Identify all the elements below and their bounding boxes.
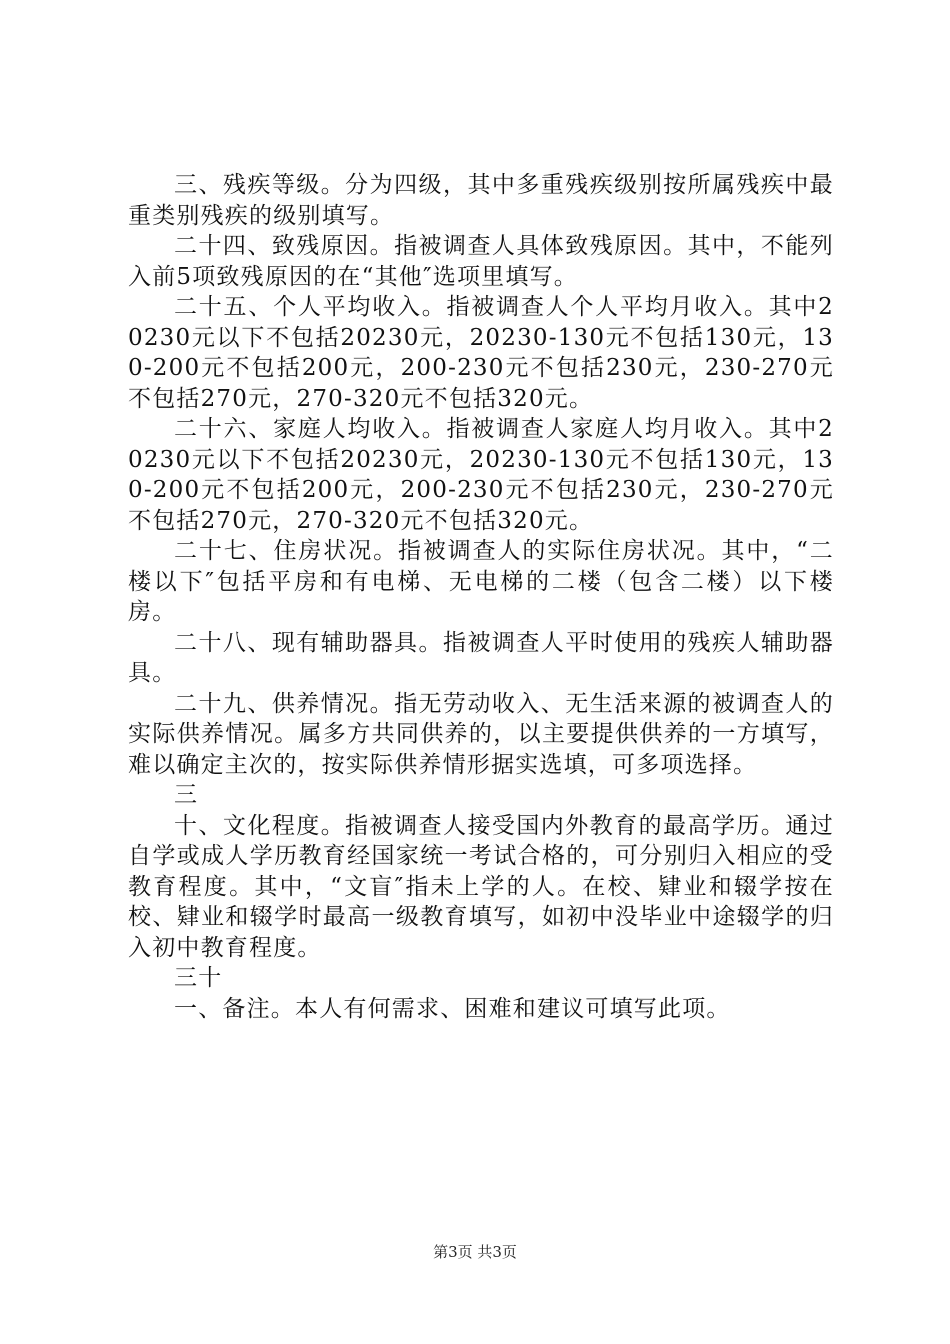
- paragraph-remarks: 一、备注。本人有何需求、困难和建议可填写此项。: [174, 995, 731, 1022]
- paragraph-support: 二十九、供养情况。指无劳动收入、无生活来源的被调查人的实际供养情况。属多方共同供养的，以主要提供供养的一方填写，难以确定主次的，按实际供养情形据实选填，可多项选择。: [128, 690, 834, 778]
- paragraph-number-fragment-2: 三十: [174, 965, 223, 991]
- paragraph-housing: 二十七、住房状况。指被调查人的实际住房状况。其中，“二楼以下″包括平房和有电梯、无电梯的二楼（包含二楼）以下楼房。: [128, 538, 834, 625]
- paragraph-assistive-devices: 二十八、现有辅助器具。指被调查人平时使用的残疾人辅助器具。: [128, 629, 834, 686]
- paragraph-education: 十、文化程度。指被调查人接受国内外教育的最高学历。通过自学或成人学历教育经国家统一考试合格的，可分别归入相应的受教育程度。其中，“文盲″指未上学的人。在校、肄业和辍学按在校、肄业和辍学时最高一级教育填写，如初中没毕业中途辍学的归入初中教育程度。: [128, 812, 834, 961]
- page-footer: 第3页 共3页: [433, 1243, 517, 1261]
- paragraph-disability-cause: 二十四、致残原因。指被调查人具体致残原因。其中，不能列入前5项致残原因的在“其他″选项里填写。: [128, 233, 834, 290]
- document-body: [128, 170, 834, 1024]
- paragraph-number-fragment: 三: [174, 782, 199, 808]
- paragraph-personal-income: 二十五、个人平均收入。指被调查人个人平均月收入。其中20230元以下不包括20230元，20230-130元不包括130元，130-200元不包括200元，200-230元不包括230元，230-270元不包括270元，270-320元不包括320元。: [128, 294, 834, 412]
- paragraph-disability-level: 三、残疾等级。分为四级，其中多重残疾级别按所属残疾中最重类别残疾的级别填写。: [128, 172, 834, 229]
- paragraph-household-income: 二十六、家庭人均收入。指被调查人家庭人均月收入。其中20230元以下不包括20230元，20230-130元不包括130元，130-200元不包括200元，200-230元不包括230元，230-270元不包括270元，270-320元不包括320元。: [128, 416, 834, 534]
